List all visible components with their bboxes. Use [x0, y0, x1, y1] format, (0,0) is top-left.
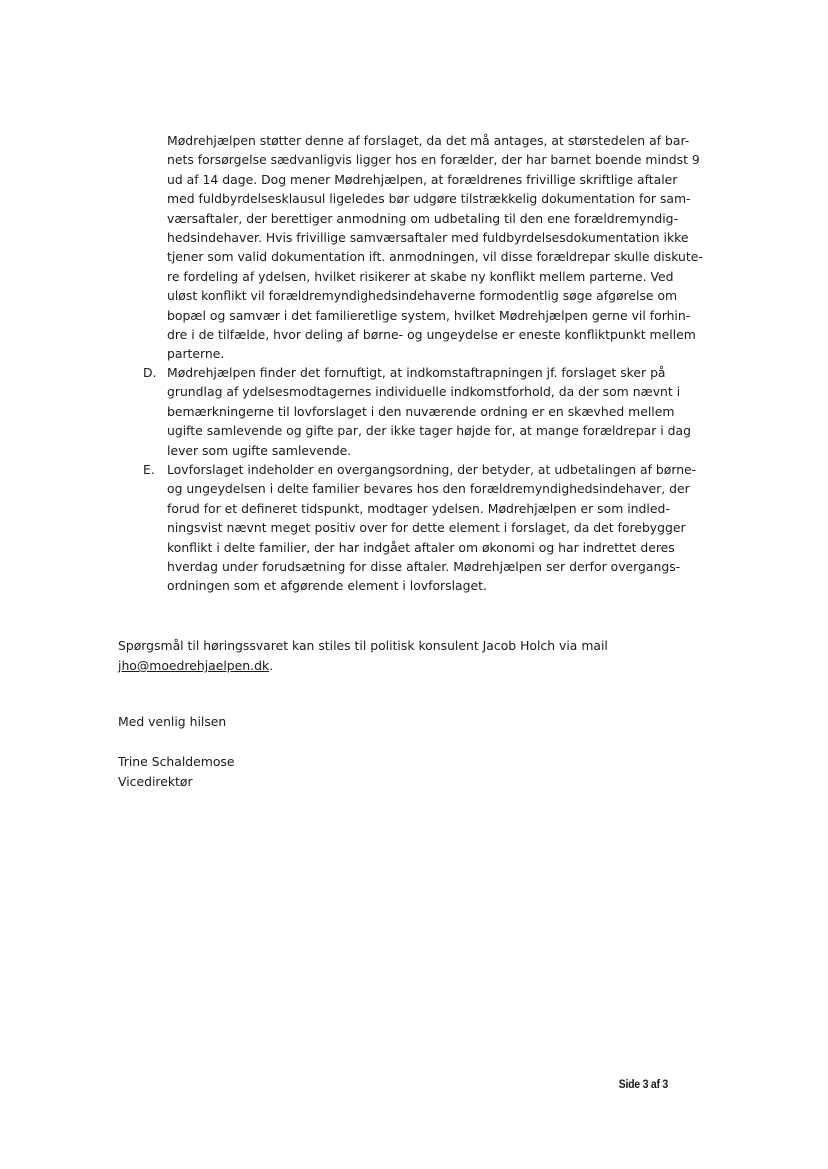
- text-line: ud af 14 dage. Dog mener Mødrehjælpen, at forældrenes frivillige skriftlige aftaler: [167, 171, 678, 187]
- text-line: ugifte samlevende og gifte par, der ikke tager højde for, at mange forældrepar i dag: [167, 423, 691, 439]
- signer-title: Vicedirektør: [118, 774, 193, 789]
- email-link[interactable]: jho@moedrehjaelpen.dk: [118, 658, 270, 673]
- text-line: lever som ugifte samlevende.: [167, 442, 352, 458]
- text-line: uløst konflikt vil forældremyndighedsindehaverne formodentlig søge afgørelse om: [167, 288, 678, 304]
- page-number: Side 3 af 3: [618, 1077, 668, 1091]
- text-line: Mødrehjælpen finder det fornuftigt, at indkomstaftrapningen jf. forslaget sker på: [167, 365, 666, 380]
- text-line: konflikt i delte familier, der har indgået aftaler om økonomi og har indrettet deres: [167, 539, 675, 555]
- text-line: og ungeydelsen i delte familier bevares hos den forældremyndighedsindehaver, der: [167, 481, 690, 497]
- signer-name: Trine Schaldemose: [118, 754, 235, 769]
- text-line: dre i de tilfælde, hvor deling af børne- og ungeydelse er eneste konfliktpunkt mellem: [167, 327, 696, 343]
- text-line: bopæl og samvær i det familieretlige system, hvilket Mødrehjælpen gerne vil forhin-: [167, 307, 691, 323]
- text-line: hverdag under forudsætning for disse aftaler. Mødrehjælpen ser derfor overgangs-: [167, 559, 681, 575]
- text-line: værsaftaler, der berettiger anmodning om udbetaling til den ene forældremyndig-: [167, 210, 678, 226]
- text-line: ordningen som et afgørende element i lovforslaget.: [167, 578, 487, 594]
- list-marker: E.: [143, 462, 155, 478]
- text-line: hedsindehaver. Hvis frivillige samværsaftaler med fuldbyrdelsesdokumentation ikke: [167, 230, 689, 246]
- contact-email-line: [118, 656, 608, 676]
- lettered-list: [132, 363, 697, 596]
- text-line: re fordeling af ydelsen, hvilket risikerer at skabe ny konflikt mellem parterne. Ved: [167, 268, 674, 284]
- closing-greeting: Med venlig hilsen: [118, 714, 227, 729]
- list-item-d: [132, 363, 691, 460]
- text-line: Lovforslaget indeholder en overgangsordning, der betyder, at udbetalingen af børne-: [167, 462, 697, 478]
- text-line: nets forsørgelse sædvanligvis ligger hos en forælder, der har barnet boende mindst 9: [167, 152, 700, 168]
- text-line: bemærkningerne til lovforslaget i den nuværende ordning er en skævhed mellem: [167, 403, 675, 419]
- text-line: ningsvist nævnt meget positiv over for dette element i forslaget, da det forebygger: [167, 520, 686, 536]
- text-line: grundlag af ydelsesmodtagernes individuelle indkomstforhold, da der som nævnt i: [167, 384, 681, 400]
- text-line: parterne.: [167, 346, 225, 362]
- text-line: forud for et defineret tidspunkt, modtager ydelsen. Mødrehjælpen er som indled-: [167, 500, 670, 516]
- contact-text: Spørgsmål til høringssvaret kan stiles til politisk konsulent Jacob Holch via mail: [118, 638, 608, 653]
- text-line: med fuldbyrdelsesklausul ligeledes bør udgøre tilstrækkelig dokumentation for sam-: [167, 191, 691, 207]
- text-line: Mødrehjælpen støtter denne af forslaget, da det må antages, at størstedelen af bar-: [167, 133, 690, 148]
- list-marker: D.: [143, 365, 157, 380]
- list-item-e: [132, 460, 697, 596]
- paragraph-c-continuation: [167, 131, 703, 364]
- contact-paragraph: [118, 636, 608, 676]
- text-line: tjener som valid dokumentation ift. anmodningen, vil disse forældrepar skulle diskute-: [167, 249, 703, 265]
- email-suffix: .: [269, 658, 274, 673]
